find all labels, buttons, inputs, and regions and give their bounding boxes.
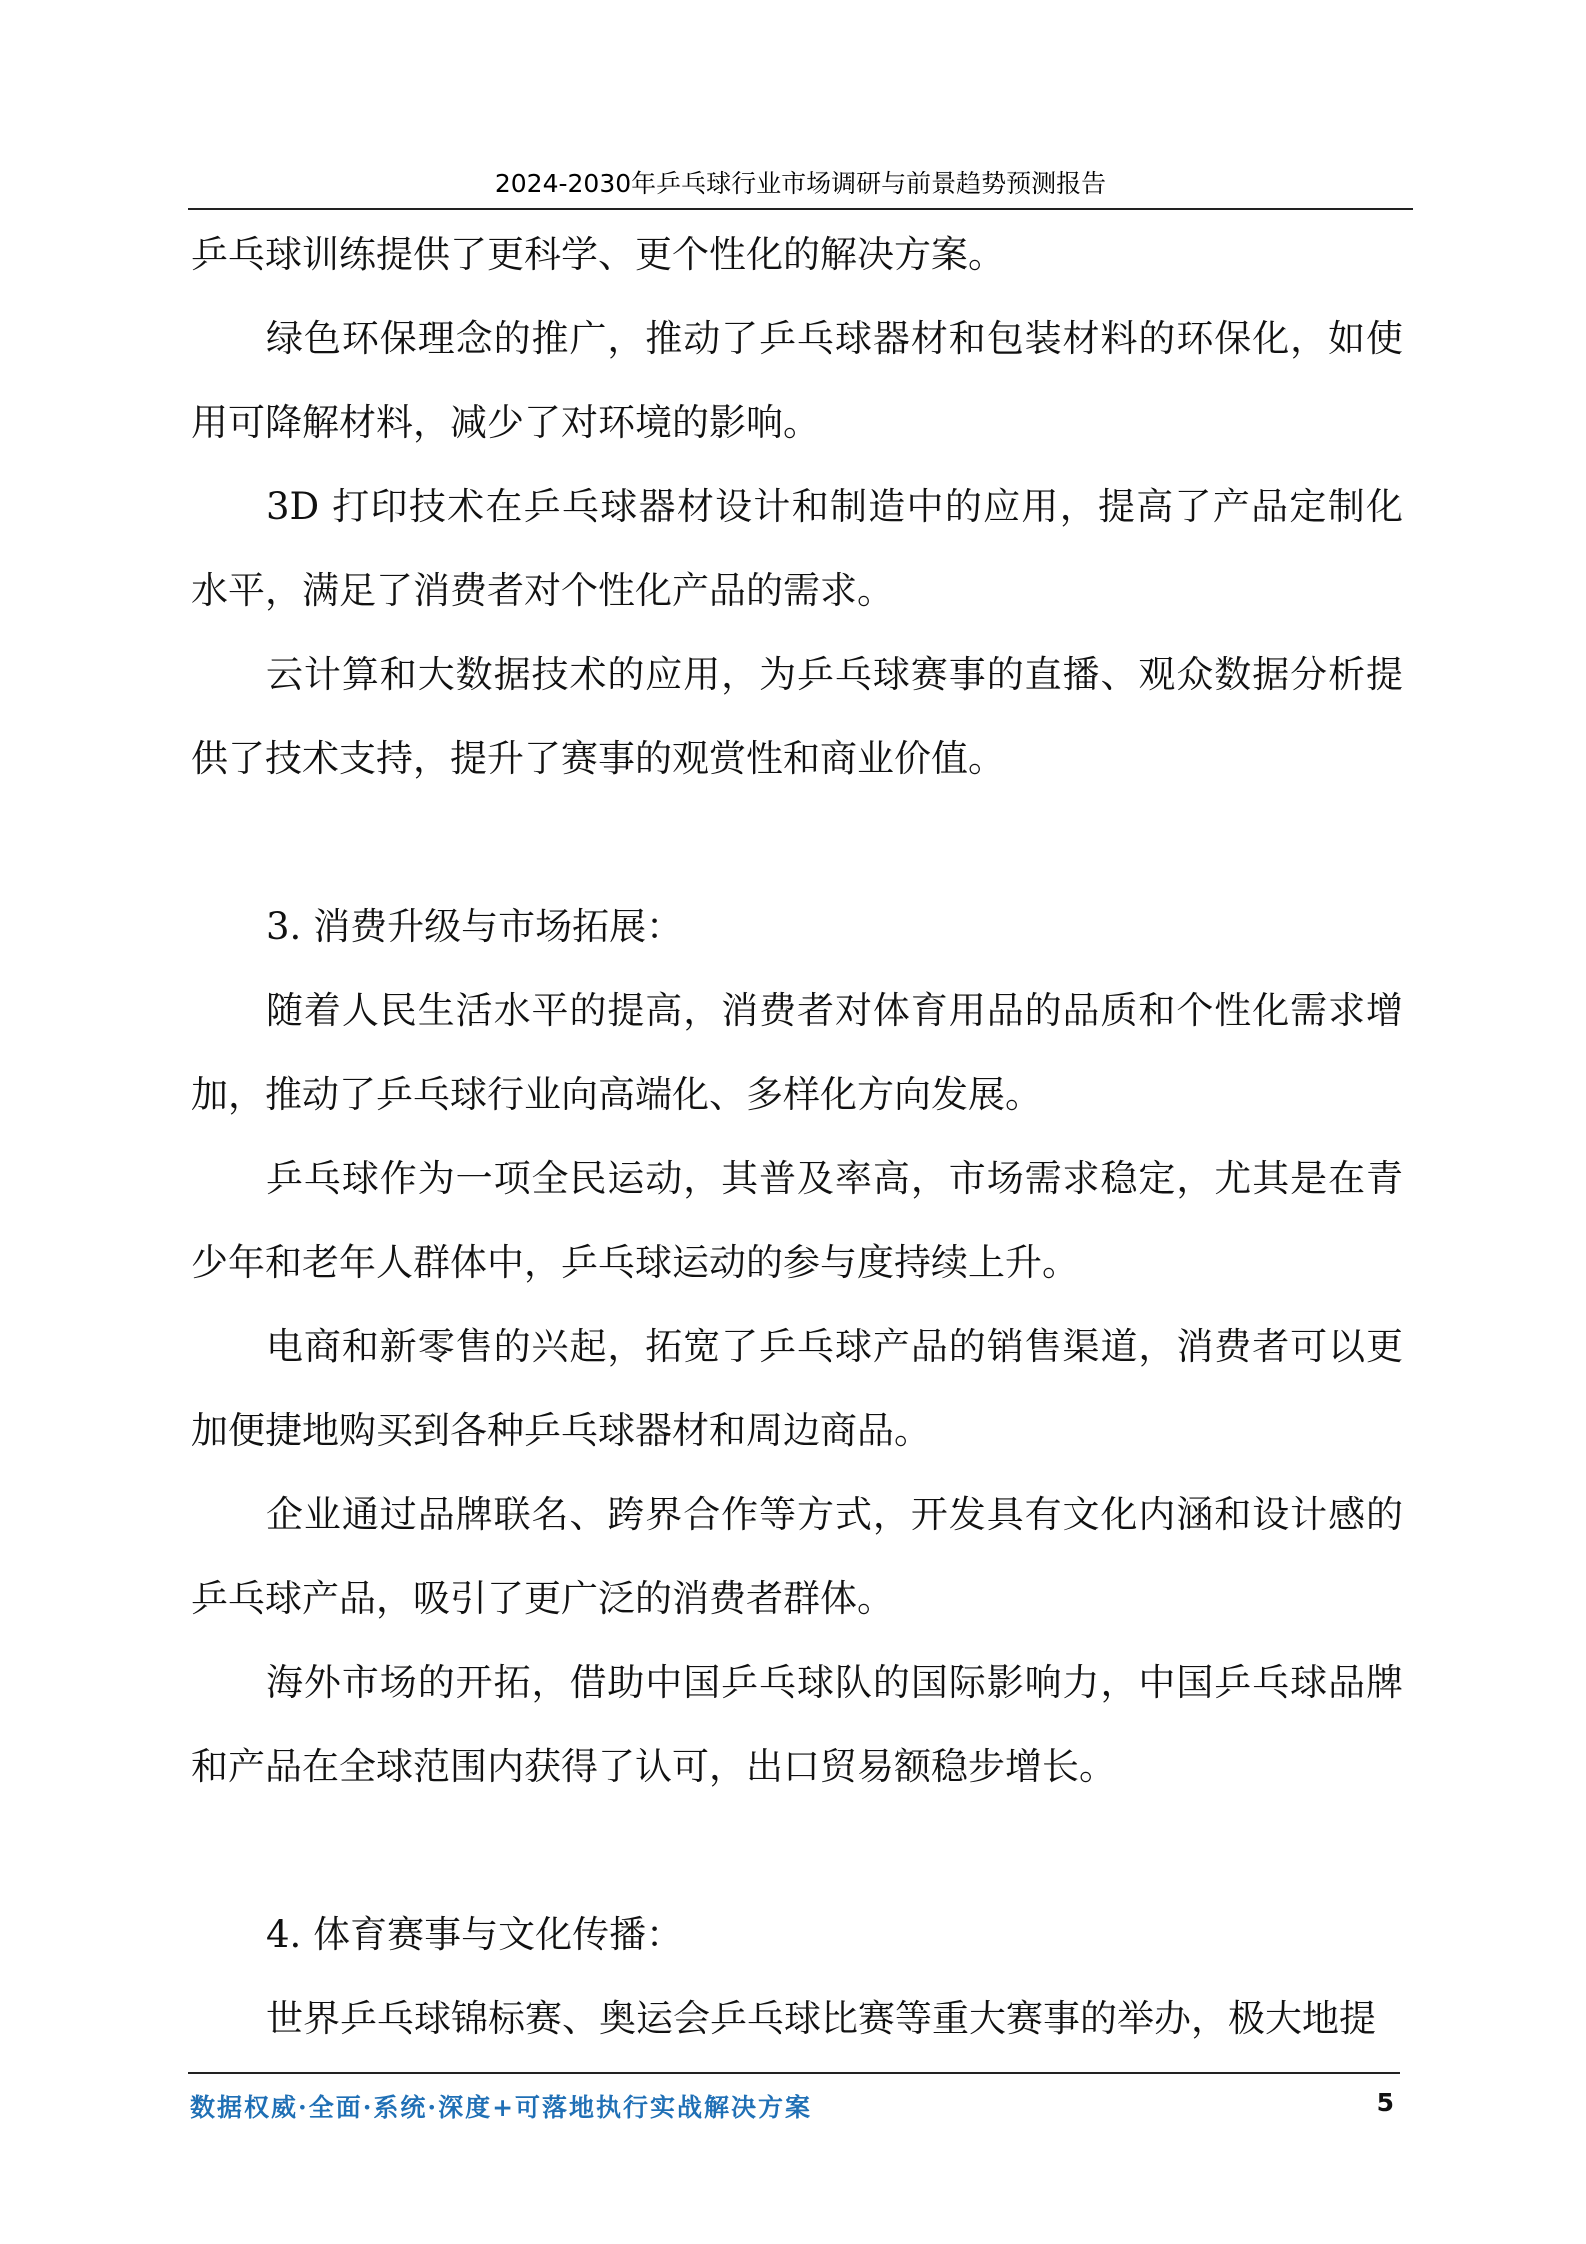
- footer-slogan: 数据权威·全面·系统·深度+可落地执行实战解决方案: [190, 2093, 813, 2122]
- paragraph-cloud-data: 云计算和大数据技术的应用，为乒乓球赛事的直播、观众数据分析提供了技术支持，提升了赛事的观赏性和商业价值。: [191, 653, 1403, 780]
- paragraph-events: 世界乒乓球锦标赛、奥运会乒乓球比赛等重大赛事的举办，极大地提: [266, 1997, 1376, 2040]
- document-body: [191, 213, 1403, 2061]
- page-footer: [188, 2072, 1400, 2132]
- section-heading-3: 3. 消费升级与市场拓展：: [266, 905, 684, 948]
- page-number: 5: [1376, 2088, 1394, 2117]
- paragraph-ecommerce: 电商和新零售的兴起，拓宽了乒乓球产品的销售渠道，消费者可以更加便捷地购买到各种乒乓球器材和周边商品。: [191, 1325, 1403, 1452]
- section-heading-4: 4. 体育赛事与文化传播：: [266, 1913, 684, 1956]
- paragraph-consumption: 随着人民生活水平的提高，消费者对体育用品的品质和个性化需求增加，推动了乒乓球行业向高端化、多样化方向发展。: [191, 989, 1403, 1116]
- paragraph-branding: 企业通过品牌联名、跨界合作等方式，开发具有文化内涵和设计感的乒乓球产品，吸引了更广泛的消费者群体。: [191, 1493, 1403, 1620]
- paragraph-continuation: 乒乓球训练提供了更科学、更个性化的解决方案。: [191, 233, 1005, 276]
- paragraph-overseas: 海外市场的开拓，借助中国乒乓球队的国际影响力，中国乒乓球品牌和产品在全球范围内获得了认可，出口贸易额稳步增长。: [191, 1661, 1403, 1788]
- paragraph-3d-printing: 3D 打印技术在乒乓球器材设计和制造中的应用，提高了产品定制化水平，满足了消费者对个性化产品的需求。: [191, 485, 1403, 612]
- report-title: 2024-2030年乒乓球行业市场调研与前景趋势预测报告: [494, 169, 1107, 198]
- paragraph-eco: 绿色环保理念的推广，推动了乒乓球器材和包装材料的环保化，如使用可降解材料，减少了对环境的影响。: [191, 317, 1403, 444]
- paragraph-popularity: 乒乓球作为一项全民运动，其普及率高，市场需求稳定，尤其是在青少年和老年人群体中，乒乓球运动的参与度持续上升。: [191, 1157, 1403, 1284]
- page-header: [188, 160, 1413, 210]
